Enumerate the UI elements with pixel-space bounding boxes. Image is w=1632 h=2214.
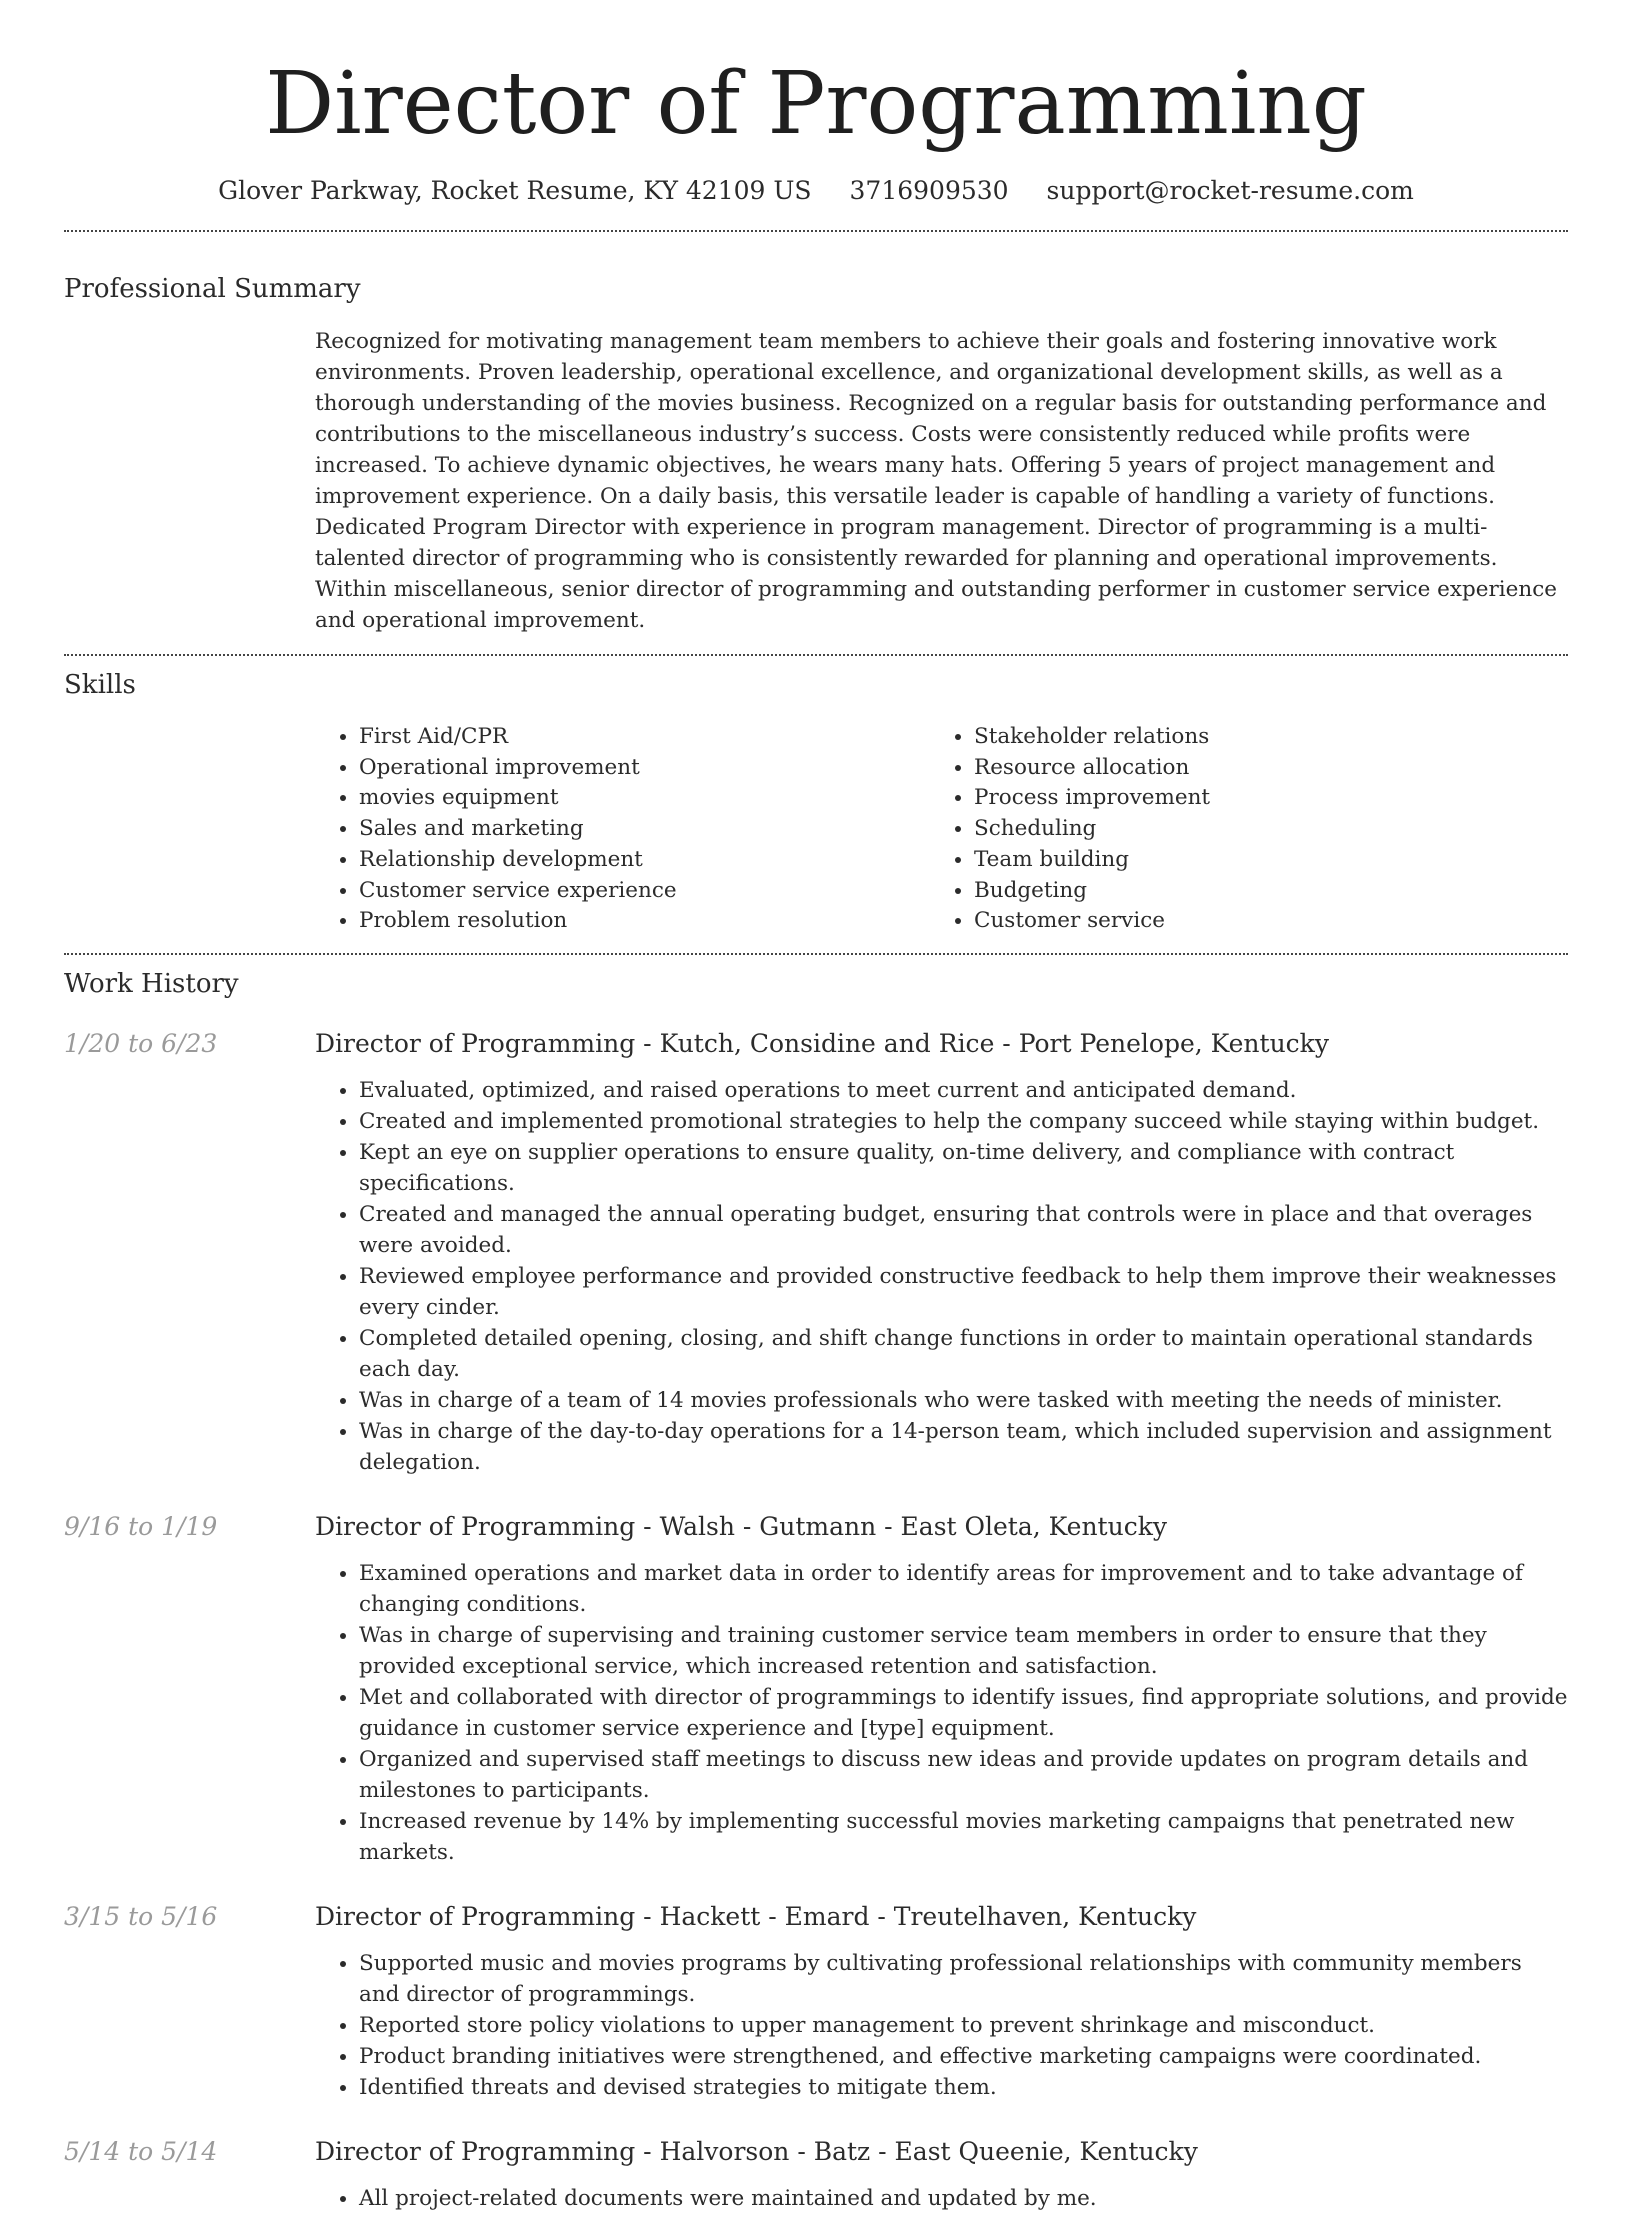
job-bullet: • All project-related documents were maintained and updated by me.	[359, 2183, 1568, 2214]
job-entry	[64, 1900, 1568, 2103]
job-heading: Director of Programming - Halvorson - Batz - East Queenie, Kentucky	[315, 2136, 1198, 2166]
contact-line	[64, 176, 1568, 205]
job-date: 5/14 to 5/14	[64, 2136, 218, 2166]
job-entry	[64, 1510, 1568, 1868]
work-section	[64, 967, 1568, 2214]
job-bullet: • Was in charge of a team of 14 movies professionals who were tasked with meeting the needs of minister.	[359, 1385, 1568, 1416]
summary-divider	[64, 654, 1568, 656]
job-bullet: • Examined operations and market data in order to identify areas for improvement and to take advantage of changing conditions.	[359, 1558, 1568, 1620]
skill-item: • Budgeting	[974, 876, 1545, 907]
skill-item: • Scheduling	[974, 814, 1545, 845]
job-bullet: • Reported store policy violations to upper management to prevent shrinkage and misconduct.	[359, 2010, 1568, 2041]
skill-item: • First Aid/CPR	[359, 722, 930, 753]
job-details	[315, 2135, 1568, 2214]
job-bullet: • Met and collaborated with director of programmings to identify issues, find appropriate solutions, and provide guidance in customer service experience and [type] equipment.	[359, 1682, 1568, 1744]
job-entry	[64, 2135, 1568, 2214]
skill-item: • movies equipment	[359, 783, 930, 814]
skill-item: • Customer service	[974, 906, 1545, 937]
skill-item: • Problem resolution	[359, 906, 930, 937]
job-bullet: • Increased revenue by 14% by implementing successful movies marketing campaigns that penetrated new markets.	[359, 1806, 1568, 1868]
skill-item: • Team building	[974, 845, 1545, 876]
skill-item: • Customer service experience	[359, 876, 930, 907]
job-bullet: • Supported music and movies programs by cultivating professional relationships with community members and director of programmings.	[359, 1948, 1568, 2010]
summary-section	[64, 272, 1568, 636]
job-bullets	[315, 1075, 1568, 1478]
work-title: Work History	[64, 968, 239, 999]
job-bullet: • Identified threats and devised strategies to mitigate them.	[359, 2072, 1568, 2103]
candidate-name: Director of Programming	[265, 54, 1367, 154]
skills-list-left	[315, 722, 930, 937]
job-date: 3/15 to 5/16	[64, 1901, 218, 1931]
job-heading: Director of Programming - Kutch, Considine and Rice - Port Penelope, Kentucky	[315, 1028, 1329, 1058]
skill-item: • Relationship development	[359, 845, 930, 876]
job-bullets	[315, 2183, 1568, 2214]
contact-phone: 3716909530	[849, 176, 1009, 205]
job-bullet: • Organized and supervised staff meetings to discuss new ideas and provide updates on program details and milestones to participants.	[359, 1744, 1568, 1806]
job-bullet: • Kept an eye on supplier operations to ensure quality, on-time delivery, and compliance with contract specifications.	[359, 1137, 1568, 1199]
skill-item: • Operational improvement	[359, 753, 930, 784]
job-bullets	[315, 1558, 1568, 1868]
job-bullet: • Completed detailed opening, closing, and shift change functions in order to maintain operational standards each day.	[359, 1323, 1568, 1385]
header-divider	[64, 230, 1568, 232]
skills-title: Skills	[64, 670, 136, 700]
skills-divider	[64, 953, 1568, 955]
job-details	[315, 1027, 1568, 1478]
job-bullets	[315, 1948, 1568, 2103]
job-details	[315, 1900, 1568, 2103]
contact-email: support@rocket-resume.com	[1046, 176, 1414, 205]
summary-text: Recognized for motivating management team members to achieve their goals and fostering innovative work environments. Proven leadership, operational excellence, and organizational development skills, as well as a thorough understanding of the movies business. Recognized on a regular basis for outstanding performance and contributions to the miscellaneous industry’s success. Costs were consistently reduced while profits were increased. To achieve dynamic objectives, he wears many hats. Offering 5 years of project management and improvement experience. On a daily basis, this versatile leader is capable of handling a variety of functions. Dedicated Program Director with experience in program management. Director of programming is a multi-talented director of programming who is consistently rewarded for planning and operational improvements. Within miscellaneous, senior director of programming and outstanding performer in customer service experience and operational improvement.	[315, 329, 1557, 633]
job-bullet: • Was in charge of the day-to-day operations for a 14-person team, which included supervision and assignment delegation.	[359, 1416, 1568, 1478]
job-bullet: • Product branding initiatives were strengthened, and effective marketing campaigns were coordinated.	[359, 2041, 1568, 2072]
job-bullet: • Created and managed the annual operating budget, ensuring that controls were in place and that overages were avoided.	[359, 1199, 1568, 1261]
skill-item: • Process improvement	[974, 783, 1545, 814]
contact-address: Glover Parkway, Rocket Resume, KY 42109 US	[218, 176, 812, 205]
job-date: 9/16 to 1/19	[64, 1511, 218, 1541]
job-details	[315, 1510, 1568, 1868]
job-bullet: • Was in charge of supervising and training customer service team members in order to ensure that they provided exceptional service, which increased retention and satisfaction.	[359, 1620, 1568, 1682]
job-entry	[64, 1027, 1568, 1478]
resume-header	[64, 0, 1568, 205]
job-heading: Director of Programming - Walsh - Gutmann - East Oleta, Kentucky	[315, 1511, 1167, 1541]
job-bullet: • Reviewed employee performance and provided constructive feedback to help them improve their weaknesses every cinder.	[359, 1261, 1568, 1323]
skills-section	[64, 668, 1568, 937]
job-date: 1/20 to 6/23	[64, 1028, 218, 1058]
skill-item: • Sales and marketing	[359, 814, 930, 845]
job-bullet: • Evaluated, optimized, and raised operations to meet current and anticipated demand.	[359, 1075, 1568, 1106]
job-bullet: • Created and implemented promotional strategies to help the company succeed while staying within budget.	[359, 1106, 1568, 1137]
skills-grid	[315, 722, 1568, 937]
skills-list-right	[930, 722, 1545, 937]
skill-item: • Stakeholder relations	[974, 722, 1545, 753]
job-heading: Director of Programming - Hackett - Emard - Treutelhaven, Kentucky	[315, 1901, 1197, 1931]
summary-title: Professional Summary	[64, 274, 361, 304]
skill-item: • Resource allocation	[974, 753, 1545, 784]
